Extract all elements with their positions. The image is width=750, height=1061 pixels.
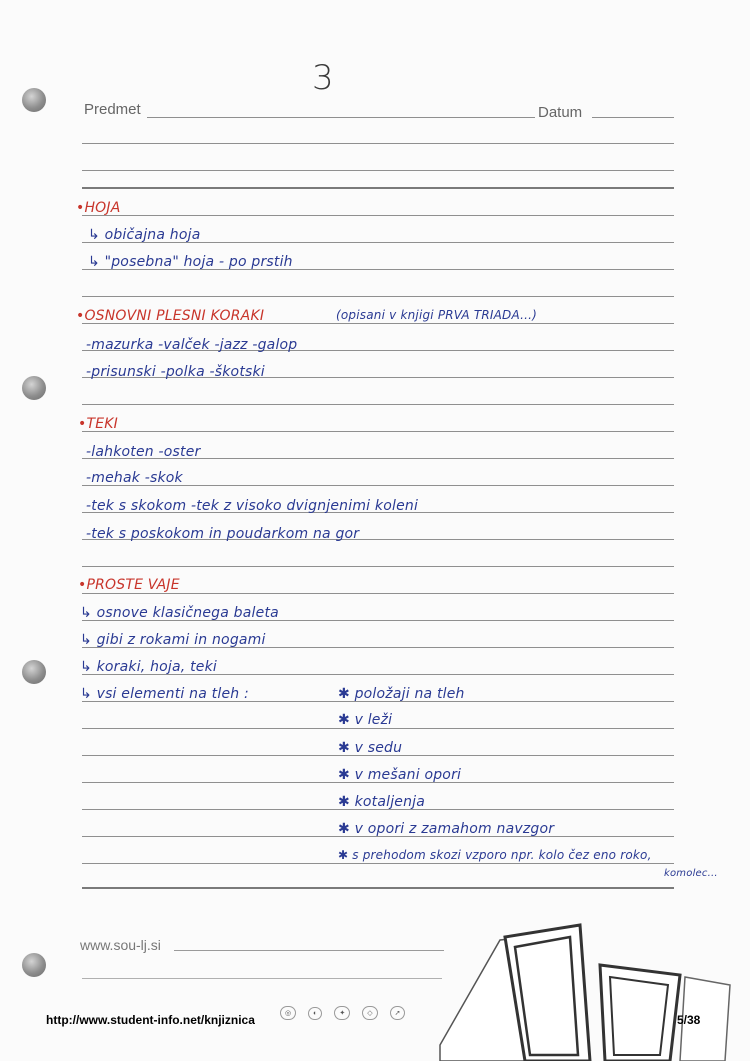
vaje-line-3: ↳ koraki, hoja, teki — [80, 659, 217, 675]
ruled-line — [82, 887, 674, 889]
ruled-line — [82, 170, 674, 171]
teki-line-2: -mehak -skok — [86, 470, 183, 486]
section-title-hoja: •HOJA — [76, 200, 121, 216]
hoja-line-2: ↳ "posebna" hoja - po prstih — [88, 254, 293, 270]
binder-hole — [22, 88, 46, 112]
floor-item: ✱ v mešani opori — [338, 767, 462, 783]
section-title-teki: •TEKI — [78, 416, 118, 432]
teki-line-3: -tek s skokom -tek z visoko dvignjenimi koleni — [86, 498, 419, 514]
decorative-skyline-graphic — [430, 905, 750, 1061]
binder-hole — [22, 376, 46, 400]
sponsor-logo: ◎ — [280, 1006, 296, 1020]
ruled-line — [82, 187, 674, 189]
sponsor-logo: ◇ — [362, 1006, 377, 1020]
ruled-line — [82, 404, 674, 405]
ruled-line — [82, 566, 674, 567]
section-title-proste-vaje: •PROSTE VAJE — [78, 577, 180, 593]
binder-hole — [22, 953, 46, 977]
ruled-line — [82, 215, 674, 216]
koraki-line-1: -mazurka -valček -jazz -galop — [86, 337, 298, 353]
vaje-line-4: ↳ vsi elementi na tleh : — [80, 686, 249, 702]
footer-page-indicator: 5/38 — [677, 1013, 701, 1027]
sponsor-logo: ◐ — [308, 1007, 322, 1020]
floor-item: ✱ kotaljenja — [338, 794, 426, 810]
ruled-line — [82, 593, 674, 594]
koraki-line-2: -prisunski -polka -škotski — [86, 364, 265, 380]
ruled-line — [82, 143, 674, 144]
subject-label: Predmet — [84, 101, 141, 118]
footer-line — [174, 950, 444, 951]
ruled-line — [82, 863, 674, 864]
floor-item: ✱ v leži — [338, 712, 393, 728]
sponsor-logos — [280, 1006, 405, 1020]
vaje-line-2: ↳ gibi z rokami in nogami — [80, 632, 266, 648]
ruled-line — [82, 431, 674, 432]
footer-source-url[interactable]: http://www.student-info.net/knjiznica — [46, 1013, 255, 1027]
handwritten-page-number: 3 — [312, 58, 334, 98]
floor-item: ✱ s prehodom skozi vzporo npr. kolo čez eno roko, — [338, 848, 652, 862]
koraki-note: (opisani v knjigi PRVA TRIADA...) — [336, 308, 538, 322]
footer-line — [82, 978, 442, 979]
ruled-line — [82, 296, 674, 297]
floor-item: ✱ v sedu — [338, 740, 403, 756]
floor-item: ✱ položaji na tleh — [338, 686, 465, 702]
sponsor-logo: ➚ — [390, 1006, 406, 1020]
ruled-line — [82, 728, 674, 729]
date-line — [592, 117, 674, 118]
binder-hole — [22, 660, 46, 684]
section-title-koraki: •OSNOVNI PLESNI KORAKI — [76, 308, 265, 324]
teki-line-1: -lahkoten -oster — [86, 444, 201, 460]
hoja-line-1: ↳ običajna hoja — [88, 227, 201, 243]
sponsor-logo: ✦ — [334, 1006, 350, 1020]
floor-item-continued: komolec... — [664, 868, 718, 879]
subject-line — [147, 117, 535, 118]
floor-item: ✱ v opori z zamahom navzgor — [338, 821, 555, 837]
footer-website: www.sou-lj.si — [80, 937, 161, 953]
vaje-line-1: ↳ osnove klasičnega baleta — [80, 605, 279, 621]
teki-line-4: -tek s poskokom in poudarkom na gor — [86, 526, 360, 542]
date-label: Datum — [538, 104, 583, 121]
